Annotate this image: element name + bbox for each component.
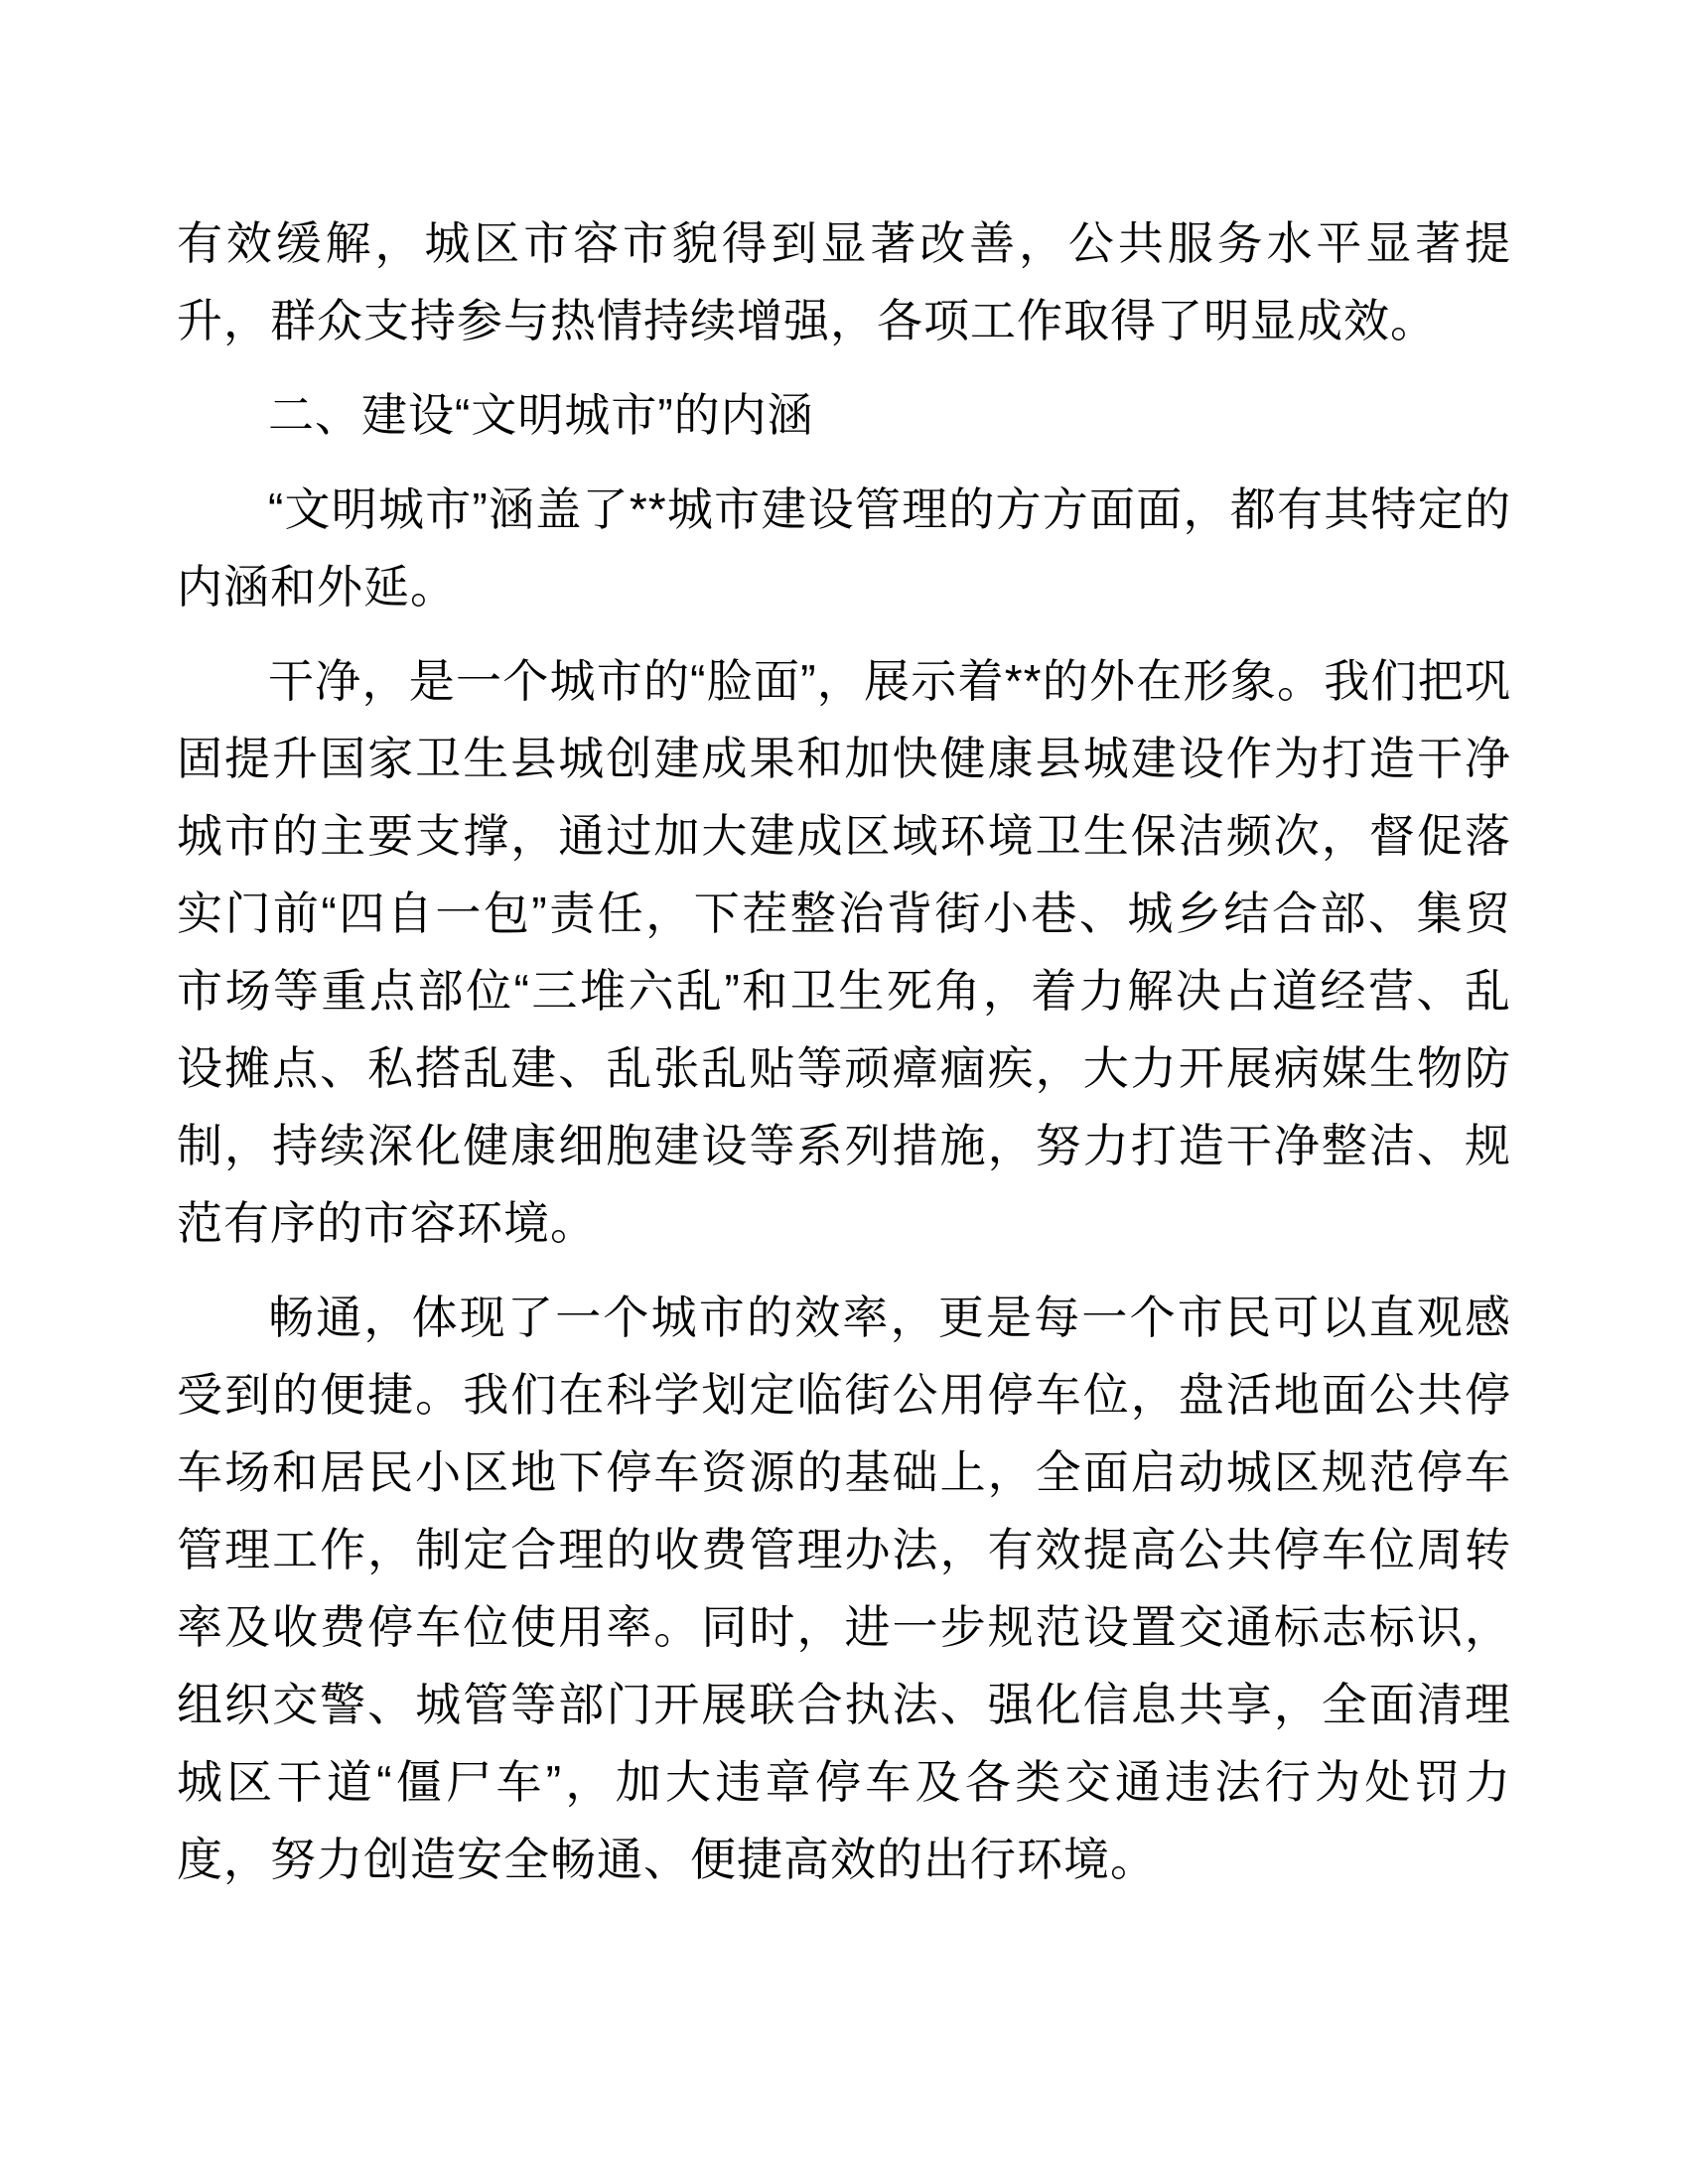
section-heading: 二、建设“文明城市”的内涵 [268, 389, 814, 441]
paragraph-civilized-city-intro: “文明城市”涵盖了**城市建设管理的方方面面，都有其特定的内涵和外延。 [177, 483, 1511, 613]
paragraph-clean-city: 干净，是一个城市的“脸面”，展示着**的外在形象。我们把巩固提升国家卫生县城创建成果和加快健康县城建设作为打造干净城市的主要支撑，通过加大建成区域环境卫生保洁频次，督促落实门前“四自一包”责任，下茬整治背街小巷、城乡结合部、集贸市场等重点部位“三堆六乱”和卫生死角，着力解决占道经营、乱设摊点、私搭乱建、乱张乱贴等顽瘴痼疾，大力开展病媒生物防制，持续深化健康细胞建设等系列措施，努力打造干净整洁、规范有序的市容环境。 [177, 655, 1511, 1249]
paragraph-continuation: 有效缓解，城区市容市貌得到显著改善，公共服务水平显著提升，群众支持参与热情持续增强，各项工作取得了明显成效。 [177, 217, 1511, 346]
paragraph-smooth-traffic: 畅通，体现了一个城市的效率，更是每一个市民可以直观感受到的便捷。我们在科学划定临街公用停车位，盘活地面公共停车场和居民小区地下停车资源的基础上，全面启动城区规范停车管理工作，制定合理的收费管理办法，有效提高公共停车位周转率及收费停车位使用率。同时，进一步规范设置交通标志标识，组织交警、城管等部门开展联合执法、强化信息共享，全面清理城区干道“僵尸车”，加大违章停车及各类交通违法行为处罚力度，努力创造安全畅通、便捷高效的出行环境。 [177, 1292, 1511, 1885]
